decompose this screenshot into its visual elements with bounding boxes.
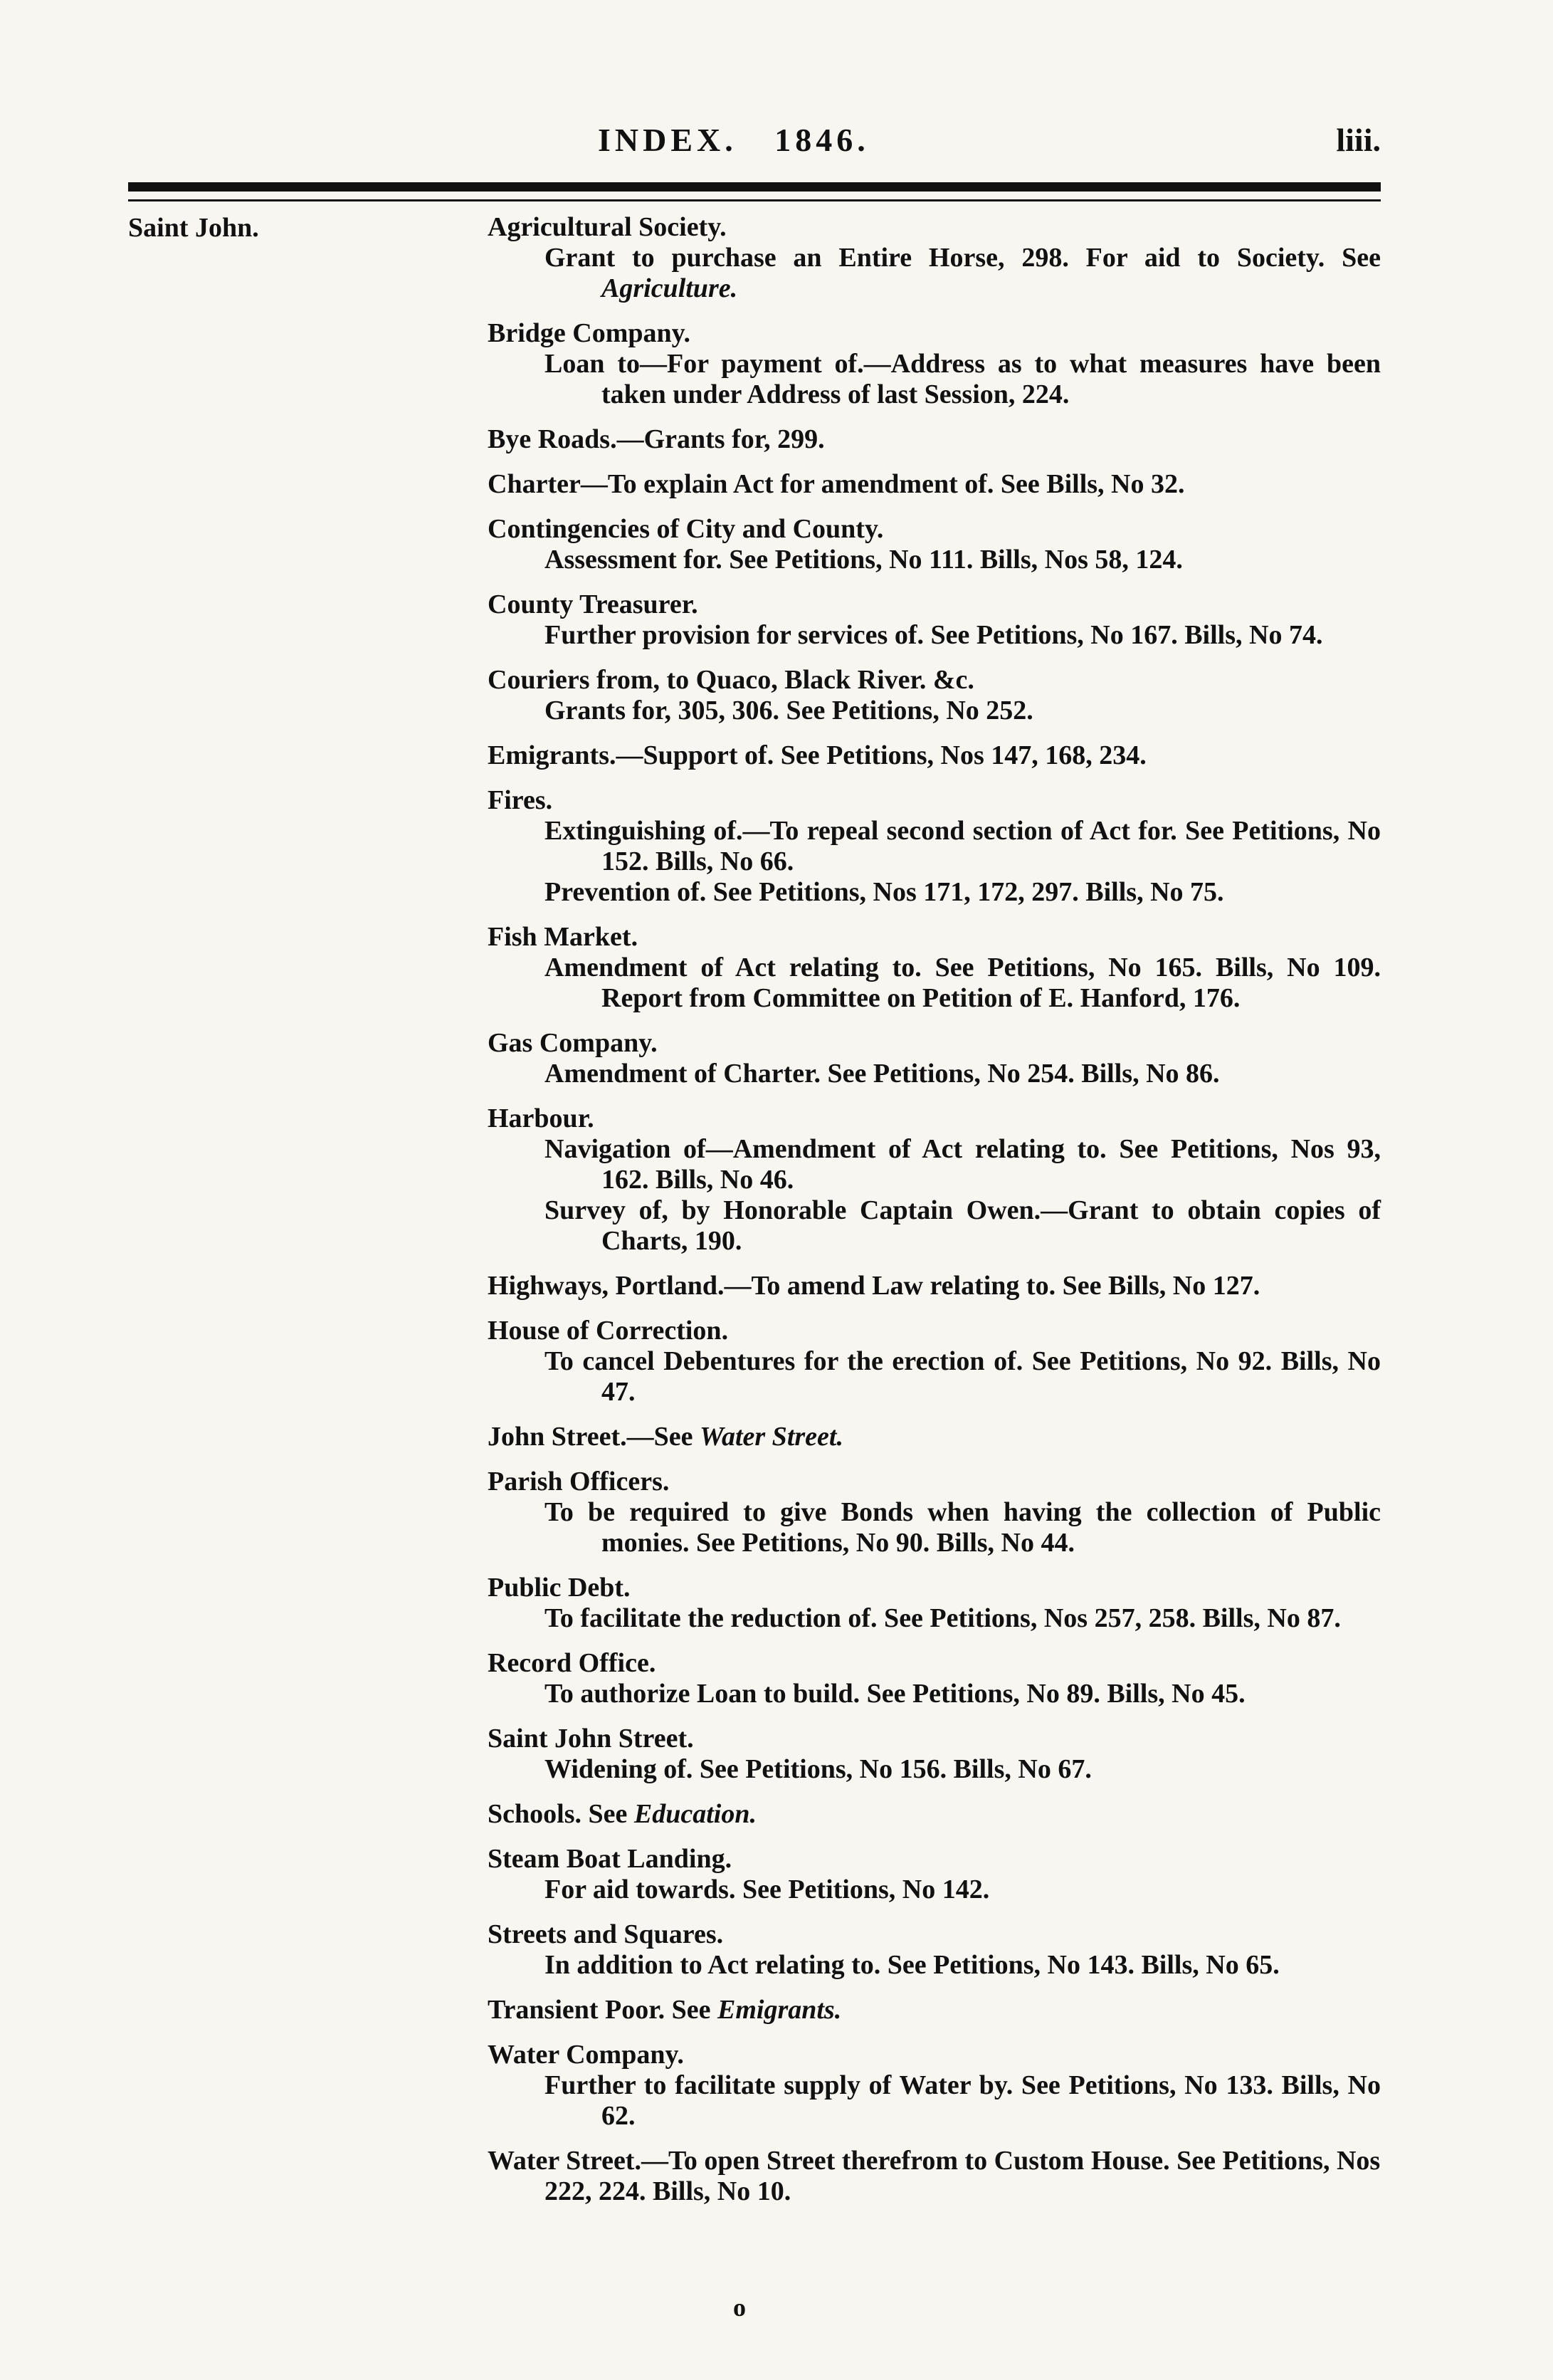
index-entry xyxy=(488,1467,1381,1558)
entry-crossref: Water Street. xyxy=(700,1422,843,1452)
entry-heading-text: Water Street.—To open Street therefrom to Custom House. See Petitions, Nos 222, 224. Bills, No 10. xyxy=(488,2146,1381,2206)
entry-heading-text: Saint John Street. xyxy=(488,1724,694,1753)
entry-crossref: Education. xyxy=(633,1799,757,1829)
index-entry xyxy=(488,589,1381,651)
entry-heading xyxy=(488,1844,1381,1875)
entry-subheading xyxy=(488,1134,1381,1195)
entry-subheading xyxy=(488,545,1381,575)
index-entry xyxy=(488,1724,1381,1785)
index-entry xyxy=(488,1573,1381,1634)
entry-heading xyxy=(488,1028,1381,1059)
entry-heading-text: Public Debt. xyxy=(488,1573,631,1603)
entry-heading-text: Water Company. xyxy=(488,2040,684,2070)
index-entry xyxy=(488,318,1381,410)
index-entry xyxy=(488,1103,1381,1257)
entry-subheading-text: Prevention of. See Petitions, Nos 171, 172, 297. Bills, No 75. xyxy=(544,877,1224,907)
entry-subheading-text: Further provision for services of. See Petitions, No 167. Bills, No 74. xyxy=(544,620,1323,650)
index-entry xyxy=(488,2040,1381,2132)
index-entry xyxy=(488,740,1381,771)
entry-subheading xyxy=(488,877,1381,908)
entry-subheading xyxy=(488,620,1381,651)
entry-subheading-text: To authorize Loan to build. See Petitions, No 89. Bills, No 45. xyxy=(544,1679,1246,1709)
entry-subheading-text: To be required to give Bonds when having the collection of Public monies. See Petitions, No 90. Bills, No 44. xyxy=(544,1497,1381,1558)
entry-subheading-text: In addition to Act relating to. See Petitions, No 143. Bills, No 65. xyxy=(544,1950,1280,1980)
entry-crossref: Emigrants. xyxy=(717,1995,842,2025)
index-entry xyxy=(488,424,1381,455)
entry-subheading xyxy=(488,1875,1381,1905)
entry-heading xyxy=(488,318,1381,349)
entry-subheading-text: Widening of. See Petitions, No 156. Bills, No 67. xyxy=(544,1754,1092,1784)
entry-heading-text: Agricultural Society. xyxy=(488,212,727,242)
entry-subheading-text: Navigation of—Amendment of Act relating to. See Petitions, Nos 93, 162. Bills, No 46. xyxy=(544,1134,1381,1195)
entry-heading-text: Charter—To explain Act for amendment of. See Bills, No 32. xyxy=(488,469,1185,499)
entry-heading-text: Transient Poor. See xyxy=(488,1995,711,2025)
entry-subheading-text: Loan to—For payment of.—Address as to what measures have been taken under Address of last Session, 224. xyxy=(544,349,1381,409)
entry-subheading-text: To cancel Debentures for the erection of. See Petitions, No 92. Bills, No 47. xyxy=(544,1346,1381,1407)
entry-heading xyxy=(488,1919,1381,1950)
entry-subheading-text: Grant to purchase an Entire Horse, 298. For aid to Society. See xyxy=(544,243,1381,273)
entry-heading xyxy=(488,1573,1381,1603)
signature-mark: o xyxy=(733,2293,746,2322)
index-entry xyxy=(488,2146,1381,2207)
entry-heading xyxy=(488,2040,1381,2070)
entry-heading-text: Bye Roads.—Grants for, 299. xyxy=(488,424,825,454)
entry-heading xyxy=(488,1271,1381,1301)
entry-subheading xyxy=(488,1950,1381,1981)
entry-heading-text: Steam Boat Landing. xyxy=(488,1844,732,1874)
entry-heading-text: House of Correction. xyxy=(488,1316,729,1346)
entry-heading xyxy=(488,1316,1381,1346)
index-entry xyxy=(488,469,1381,500)
entry-subheading xyxy=(488,1603,1381,1634)
entry-subheading xyxy=(488,696,1381,726)
index-entry xyxy=(488,1028,1381,1089)
entry-heading-text: Fish Market. xyxy=(488,922,638,952)
entry-heading-text: Emigrants.—Support of. See Petitions, Nos 147, 168, 234. xyxy=(488,740,1147,770)
entry-subheading-text: To facilitate the reduction of. See Petitions, Nos 257, 258. Bills, No 87. xyxy=(544,1603,1341,1633)
entry-subheading xyxy=(488,953,1381,1014)
entry-subheading xyxy=(488,243,1381,304)
entry-heading xyxy=(488,589,1381,620)
index-entry xyxy=(488,1919,1381,1981)
running-title: INDEX. 1846. xyxy=(598,122,870,158)
entry-heading xyxy=(488,424,1381,455)
entry-heading-text: Harbour. xyxy=(488,1103,594,1133)
entry-subheading-text: Amendment of Act relating to. See Petitions, No 165. Bills, No 109. Report from Committee on Petition of E. Hanford, 176. xyxy=(544,953,1381,1013)
entry-subheading xyxy=(488,1059,1381,1089)
entry-heading-text: Couriers from, to Quaco, Black River. &c. xyxy=(488,665,974,695)
header-rule-thin xyxy=(128,199,1381,201)
entry-heading xyxy=(488,1422,1381,1452)
entry-heading xyxy=(488,514,1381,545)
entry-heading-text: Gas Company. xyxy=(488,1028,658,1058)
entry-subheading xyxy=(488,349,1381,410)
entry-subheading-text: Grants for, 305, 306. See Petitions, No 252. xyxy=(544,696,1033,725)
entry-heading xyxy=(488,665,1381,696)
index-entry xyxy=(488,1844,1381,1905)
entry-subheading xyxy=(488,816,1381,877)
entry-heading xyxy=(488,1995,1381,2025)
entry-heading-text: John Street.—See xyxy=(488,1422,693,1452)
index-entry xyxy=(488,514,1381,575)
entry-subheading xyxy=(488,1679,1381,1709)
index-entry xyxy=(488,665,1381,726)
entry-heading xyxy=(488,740,1381,771)
entry-subheading-text: Extinguishing of.—To repeal second section of Act for. See Petitions, No 152. Bills, No 66. xyxy=(544,816,1381,876)
index-entry xyxy=(488,212,1381,304)
entry-heading-text: Record Office. xyxy=(488,1648,656,1678)
entry-heading-text: County Treasurer. xyxy=(488,589,698,619)
entry-subheading-text: Assessment for. See Petitions, No 111. Bills, Nos 58, 124. xyxy=(544,545,1183,575)
header-rule-thick xyxy=(128,182,1381,192)
entry-heading xyxy=(488,2146,1381,2207)
index-entry xyxy=(488,1648,1381,1709)
entry-heading xyxy=(488,1467,1381,1497)
index-entry xyxy=(488,1995,1381,2025)
entry-heading-text: Streets and Squares. xyxy=(488,1919,724,1949)
index-entry xyxy=(488,1799,1381,1830)
entry-heading-text: Fires. xyxy=(488,785,553,815)
entry-heading xyxy=(488,922,1381,953)
entry-heading-text: Bridge Company. xyxy=(488,318,691,348)
entry-heading-text: Schools. See xyxy=(488,1799,628,1829)
index-entry xyxy=(488,1271,1381,1301)
entry-heading-text: Highways, Portland.—To amend Law relating to. See Bills, No 127. xyxy=(488,1271,1260,1301)
entry-subheading xyxy=(488,2070,1381,2132)
page-number: liii. xyxy=(1336,122,1381,158)
entry-subheading-text: Amendment of Charter. See Petitions, No 254. Bills, No 86. xyxy=(544,1059,1220,1089)
entry-heading xyxy=(488,1724,1381,1754)
entry-heading xyxy=(488,1799,1381,1830)
entry-subheading xyxy=(488,1754,1381,1785)
index-entry xyxy=(488,785,1381,908)
entry-heading xyxy=(488,469,1381,500)
index-entry xyxy=(488,1422,1381,1452)
entry-heading xyxy=(488,1648,1381,1679)
margin-section-label: Saint John. xyxy=(128,213,259,243)
index-entries xyxy=(488,212,1381,2221)
entry-heading xyxy=(488,785,1381,816)
entry-subheading xyxy=(488,1346,1381,1407)
entry-subheading xyxy=(488,1497,1381,1558)
index-entry xyxy=(488,1316,1381,1407)
index-entry xyxy=(488,922,1381,1014)
entry-subheading xyxy=(488,1195,1381,1257)
entry-heading-text: Contingencies of City and County. xyxy=(488,514,884,544)
entry-crossref: Agriculture. xyxy=(601,273,738,303)
entry-heading-text: Parish Officers. xyxy=(488,1467,670,1496)
entry-subheading-text: Survey of, by Honorable Captain Owen.—Grant to obtain copies of Charts, 190. xyxy=(544,1195,1381,1256)
entry-heading xyxy=(488,212,1381,243)
entry-subheading-text: For aid towards. See Petitions, No 142. xyxy=(544,1875,990,1904)
page-header xyxy=(128,121,1381,185)
entry-subheading-text: Further to facilitate supply of Water by. See Petitions, No 133. Bills, No 62. xyxy=(544,2070,1381,2131)
entry-heading xyxy=(488,1103,1381,1134)
